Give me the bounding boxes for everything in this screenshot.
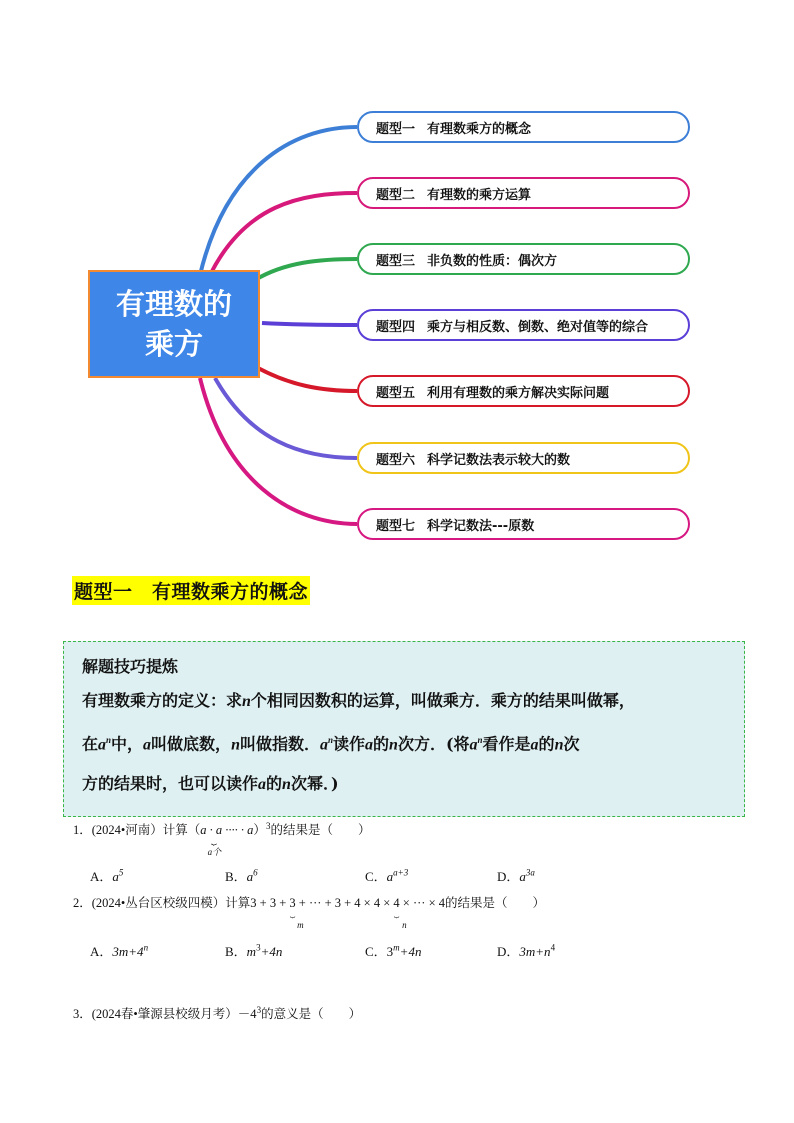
math-n: n <box>242 693 251 710</box>
option-label: C． <box>365 869 387 884</box>
option-c[interactable] <box>365 941 421 960</box>
expr-text: 4 <box>393 896 400 910</box>
option-a[interactable] <box>90 941 148 960</box>
option-label: C． <box>365 944 387 959</box>
node-key: 题型二 <box>376 187 416 203</box>
option-label: B． <box>225 944 247 959</box>
option-exp: 4 <box>550 942 556 953</box>
mindmap-node-3[interactable] <box>357 243 690 275</box>
question-2 <box>73 893 546 930</box>
math-a: a <box>258 776 267 794</box>
mindmap-node-4[interactable] <box>357 309 690 341</box>
option-c[interactable] <box>365 866 408 885</box>
option-base: a <box>246 869 254 884</box>
node-key: 题型三 <box>376 253 416 269</box>
math-n-sup: n <box>106 735 112 745</box>
expr-text: 3 <box>289 896 296 910</box>
expr-part: 3 + 3 + <box>250 896 290 910</box>
option-exp: 3a <box>525 867 535 878</box>
expr-text: a · a · <box>200 823 229 837</box>
question-3 <box>73 1004 361 1022</box>
brace-icon: ⏟ <box>289 908 296 918</box>
tips-text: 次 <box>563 734 580 754</box>
option-exp: 6 <box>253 867 258 878</box>
math-n-sup: n <box>477 735 483 745</box>
option-text: 3m+n <box>519 944 551 959</box>
option-label: B． <box>225 869 247 884</box>
question-prefix: 2．(2024•丛台区校级四模）计算 <box>73 896 251 910</box>
mindmap-center-topic <box>88 270 260 378</box>
option-label: A． <box>90 869 113 884</box>
expr-text: －4 <box>237 1007 257 1021</box>
option-base: a <box>112 869 119 884</box>
option-exp: 3 <box>256 942 261 953</box>
underbrace-expr <box>200 823 229 857</box>
question-prefix: 3．(2024春•肇源县校级月考） <box>73 1007 238 1021</box>
brace-label: m <box>297 920 304 930</box>
tips-text: 的 <box>538 734 555 754</box>
option-d[interactable] <box>497 941 555 960</box>
section-title: 题型一 有理数乘方的概念 <box>72 576 310 605</box>
node-text: 乘方与相反数、倒数、绝对值等的综合 <box>427 319 649 335</box>
node-key: 题型一 <box>376 121 416 137</box>
option-text: 3 <box>386 944 394 959</box>
branch-4 <box>262 323 357 325</box>
option-text: 3m+4 <box>112 944 144 959</box>
option-exp: 5 <box>118 867 124 878</box>
expr-part: × ··· × 4 <box>399 896 445 910</box>
underbrace-n <box>393 896 407 930</box>
option-base: a <box>519 869 526 884</box>
math-a: a <box>98 736 107 754</box>
node-key: 题型六 <box>376 452 416 468</box>
branch-2 <box>210 193 357 275</box>
underbrace-m <box>289 896 304 930</box>
tips-text: 叫做指数． <box>239 734 320 754</box>
brace-label: n <box>402 920 407 930</box>
tips-text: 方的结果时，也可以读作 <box>82 774 259 794</box>
expr-exponent: 3 <box>256 1004 262 1015</box>
option-label: A． <box>90 944 113 959</box>
node-text: 非负数的性质：偶次方 <box>427 253 558 269</box>
option-label: D． <box>497 869 520 884</box>
node-text: 科学记数法表示较大的数 <box>427 452 571 468</box>
math-n: n <box>282 776 291 794</box>
node-key: 题型五 <box>376 385 416 401</box>
mindmap-node-6[interactable] <box>357 442 690 474</box>
branch-3 <box>255 259 357 280</box>
tips-text: 次方．(将 <box>397 734 470 754</box>
math-n: n <box>231 736 240 754</box>
option-text: m <box>246 944 257 959</box>
brace-icon: ⏟ <box>211 835 218 845</box>
math-a: a <box>469 736 478 754</box>
brace-label: a个 <box>207 847 222 857</box>
branch-7 <box>200 378 357 524</box>
question-suffix: 的意义是（ ） <box>261 1007 362 1021</box>
option-a[interactable] <box>90 866 123 885</box>
math-n: n <box>554 736 564 754</box>
math-a: a <box>319 736 328 754</box>
tips-text: 读作 <box>333 734 366 754</box>
node-key: 题型四 <box>376 319 416 335</box>
brace-icon: ⏟ <box>393 908 400 918</box>
mindmap-node-7[interactable] <box>357 508 690 540</box>
expr-part: + ··· + 3 + 4 × 4 × <box>295 896 394 910</box>
tips-text: 有理数乘方的定义：求 <box>82 691 243 710</box>
mindmap-node-5[interactable] <box>357 375 690 407</box>
node-text: 有理数乘方的概念 <box>427 121 532 137</box>
node-text: 有理数的乘方运算 <box>427 187 532 203</box>
question-1 <box>73 820 371 857</box>
math-a: a <box>530 736 539 754</box>
tips-title: 解题技巧提炼 <box>82 657 179 676</box>
option-tail: +4n <box>260 944 283 959</box>
math-n: n <box>389 736 398 754</box>
option-d[interactable] <box>497 866 535 885</box>
tips-text: 看作是 <box>482 734 531 754</box>
math-a: a <box>143 736 152 754</box>
expr-close: ） <box>253 823 266 837</box>
option-tail: +4n <box>399 944 422 959</box>
option-exp: m <box>393 942 400 953</box>
math-n-sup: n <box>327 735 333 745</box>
tips-body <box>82 681 734 804</box>
question-suffix: 的结果是（ ） <box>270 823 371 837</box>
tips-text: 中， <box>111 734 144 754</box>
question-suffix: 的结果是（ ） <box>445 896 546 910</box>
tips-text: 的 <box>373 734 390 754</box>
tips-text: 在 <box>82 734 99 754</box>
center-line-2: 乘方 <box>144 327 203 361</box>
node-key: 题型七 <box>376 518 416 534</box>
math-a: a <box>365 736 374 754</box>
tips-text: 叫做底数， <box>151 734 232 754</box>
question-prefix: 1．(2024•河南）计算（ <box>73 823 201 837</box>
option-exp: a+3 <box>393 867 409 878</box>
mindmap-node-1[interactable] <box>357 111 690 143</box>
center-line-1: 有理数的 <box>115 287 232 321</box>
expr-dots: ··· · a <box>228 823 254 837</box>
option-b[interactable] <box>225 941 282 960</box>
option-b[interactable] <box>225 866 258 885</box>
tips-text: 个相同因数积的运算，叫做乘方．乘方的结果叫做幂， <box>250 691 635 710</box>
option-base: a <box>386 869 394 884</box>
node-text: 科学记数法---原数 <box>427 518 535 534</box>
mindmap-node-2[interactable] <box>357 177 690 209</box>
expr-exponent: 3 <box>265 820 271 831</box>
tips-box <box>63 641 745 817</box>
tips-text: 的 <box>266 774 283 794</box>
option-exp: n <box>143 942 149 953</box>
option-label: D． <box>497 944 520 959</box>
branch-5 <box>258 368 357 391</box>
node-text: 利用有理数的乘方解决实际问题 <box>427 385 610 401</box>
tips-text: 次幂．) <box>290 774 339 794</box>
